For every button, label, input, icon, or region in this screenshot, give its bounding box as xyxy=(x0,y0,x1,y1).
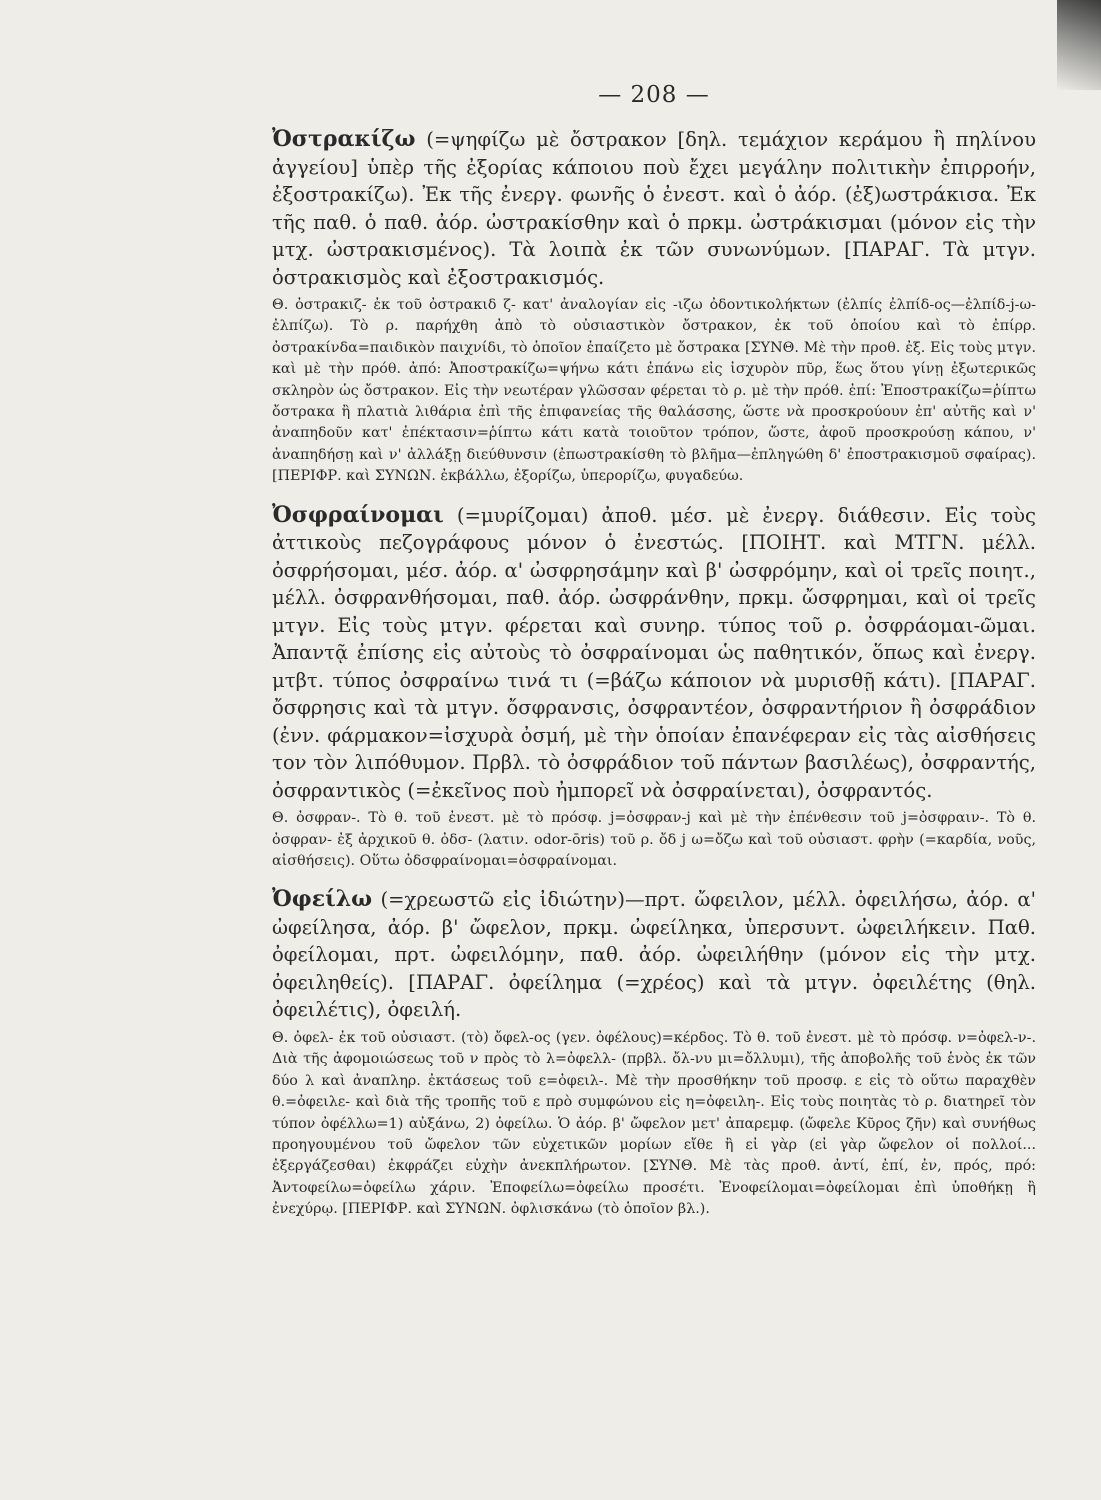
entry-main-text xyxy=(272,502,1036,805)
entry-lemma: Ὀσφραίνομαι xyxy=(272,501,444,528)
entry-etymology-note: Θ. ὀστρακιζ- ἐκ τοῦ ὀστρακιδ ζ- κατ' ἀναλογίαν εἰς -ιζω ὀδοντικολήκτων (ἐλπίς ἐλπίδ-ος—ἐλπίδ-j-ω-ἐλπίζω). Τὸ ρ. παρήχθη ἀπὸ τὸ οὐσιαστικὸν ὄστρακον, ἐκ τοῦ ὁποίου καὶ τὸ ἐπίρρ. ὀστρακίνδα=παιδικὸν παιχνίδι, τὸ ὁποῖον ἐπαίζετο μὲ ὄστρακα [ΣΥΝΘ. Μὲ τὴν προθ. ἐξ. Εἰς τοὺς μτγν. καὶ μὲ τὴν πρόθ. ἀπό: Ἀποστρακίζω=ψήνω κάτι ἐπάνω εἰς ἰσχυρὸν πῦρ, ἕως ὅτου γίνῃ ἐξωτερικῶς σκληρὸν ὡς ὄστρακον. Εἰς τὴν νεωτέραν γλῶσσαν φέρεται τὸ ρ. μὲ τὴν πρόθ. ἐπί: Ἐποστρακίζω=ῥίπτω ὄστρακα ἢ πλατιὰ λιθάρια ἐπὶ τῆς ἐπιφανείας τῆς θαλάσσης, ὥστε νὰ προσκρούουν ἐπ' αὐτῆς καὶ ν' ἀναπηδοῦν κατ' ἐπέκτασιν=ῥίπτω κάτι κατὰ τοιοῦτον τρόπον, ὥστε, ἀφοῦ προσκρούσῃ κάπου, ν' ἀναπηδήσῃ καὶ ν' ἀλλάξῃ διεύθυνσιν (ἐπωστρακίσθη τὸ βλῆμα—ἐπληγώθη δ' ἐποστρακισμοῦ σφαίρας). [ΠΕΡΙΦΡ. καὶ ΣΥΝΩΝ. ἐκβάλλω, ἐξορίζω, ὑπερορίζω, φυγαδεύω. xyxy=(272,297,1036,485)
dictionary-entry-ostrakizo xyxy=(272,126,1036,488)
scan-edge-shadow xyxy=(1057,0,1101,90)
dictionary-entry-osfrainomai xyxy=(272,502,1036,873)
entry-body: (=χρεωστῶ εἰς ἰδιώτην)—πρτ. ὤφειλον, μέλλ. ὀφειλήσω, ἀόρ. α' ὠφείλησα, ἀόρ. β' ὤφελον, πρκμ. ὠφείληκα, ὑπερσυντ. ὠφειλήκειν. Παθ. ὀφείλομαι, πρτ. ὠφειλόμην, παθ. ἀόρ. ὠφειλήθην (μόνον εἰς τὴν μτχ. ὀφειληθείς). [ΠΑΡΑΓ. ὀφείλημα (=χρέος) καὶ τὰ μτγν. ὀφειλέτης (θηλ. ὀφειλέτις), ὀφειλή. xyxy=(272,888,1036,1022)
entry-etymology-note: Θ. ὀφελ- ἐκ τοῦ οὐσιαστ. (τὸ) ὄφελ-ος (γεν. ὀφέλους)=κέρδος. Τὸ θ. τοῦ ἐνεστ. μὲ τὸ πρόσφ. ν=ὀφελ-ν-. Διὰ τῆς ἀφομοιώσεως τοῦ ν πρὸς τὸ λ=ὀφελλ- (πρβλ. ὄλ-νυ μι=ὄλλυμι), τῆς ἀποβολῆς τοῦ ἑνὸς ἐκ τῶν δύο λ καὶ ἀναπληρ. ἐκτάσεως τοῦ ε=ὀφειλ-. Μὲ τὴν προσθήκην τοῦ προσφ. ε εἰς τὸ οὕτω παραχθὲν θ.=ὀφειλε- καὶ διὰ τῆς τροπῆς τοῦ ε πρὸ συμφώνου εἰς η=ὀφειλη-. Εἰς τοὺς ποιητὰς τὸ ρ. διατηρεῖ τὸν τύπον ὀφέλλω=1) αὐξάνω, 2) ὀφείλω. Ὁ ἀόρ. β' ὤφελον μετ' ἀπαρεμφ. (ὤφελε Κῦρος ζῆν) καὶ συνήθως προηγουμένου τοῦ ὤφελον τῶν εὐχετικῶν μορίων εἴθε ἢ εἰ γὰρ (εἰ γὰρ ὤφελον οἱ πολλοί... ἐξεργάζεσθαι) ἐκφράζει εὐχὴν ἀνεκπλήρωτον. [ΣΥΝΘ. Μὲ τὰς προθ. ἀντί, ἐπί, ἐν, πρός, πρό: Ἀντοφείλω=ὀφείλω χάριν. Ἐποφείλω=ὀφείλω προσέτι. Ἐνοφείλομαι=ὀφείλομαι ἐπὶ ὑποθήκῃ ἢ ἐνεχύρῳ. [ΠΕΡΙΦΡ. καὶ ΣΥΝΩΝ. ὀφλισκάνω (τὸ ὁποῖον βλ.). xyxy=(272,1029,1036,1218)
page-content xyxy=(272,82,1036,1235)
entry-main-text xyxy=(272,126,1036,291)
entry-main-text xyxy=(272,886,1036,1024)
entry-lemma: Ὀφείλω xyxy=(272,886,373,913)
page-number: — 208 — xyxy=(598,82,710,108)
entry-body: (=ψηφίζω μὲ ὄστρακον [δηλ. τεμάχιον κεράμου ἢ πηλίνου ἀγγείου] ὑπὲρ τῆς ἐξορίας κάποιου ποὺ ἔχει μεγάλην πολιτικὴν ἐπιρροήν, ἐξοστρακίζω). Ἐκ τῆς ἐνεργ. φωνῆς ὁ ἐνεστ. καὶ ὁ ἀόρ. (ἐξ)ωστράκισα. Ἐκ τῆς παθ. ὁ παθ. ἀόρ. ὠστρακίσθην καὶ ὁ πρκμ. ὠστράκισμαι (μόνον εἰς τὴν μτχ. ὠστρακισμένος). Τὰ λοιπὰ ἐκ τῶν συνωνύμων. [ΠΑΡΑΓ. Τὰ μτγν. ὀστρακισμὸς καὶ ἐξοστρακισμός. xyxy=(272,128,1036,289)
entry-lemma: Ὀστρακίζω xyxy=(272,126,416,152)
dictionary-entry-ofeilo xyxy=(272,886,1036,1220)
entry-etymology-note: Θ. ὀσφραν-. Τὸ θ. τοῦ ἐνεστ. μὲ τὸ πρόσφ. j=ὀσφραν-j καὶ μὲ τὴν ἐπένθεσιν τοῦ j=ὀσφραιν-. Τὸ θ. ὀσφραν- ἐξ ἀρχικοῦ θ. ὀδσ- (λατιν. odor-ōris) τοῦ ρ. ὄδ j ω=ὄζω καὶ τοῦ οὐσιαστ. φρὴν (=καρδία, νοῦς, αἰσθήσεις). Οὕτω ὀδσφραίνομαι=ὀσφραίνομαι. xyxy=(272,810,1036,869)
entry-body: (=μυρίζομαι) ἀποθ. μέσ. μὲ ἐνεργ. διάθεσιν. Εἰς τοὺς ἀττικοὺς πεζογράφους μόνον ὁ ἐνεστώς. [ΠΟΙΗΤ. καὶ ΜΤΓΝ. μέλλ. ὀσφρήσομαι, μέσ. ἀόρ. α' ὠσφρησάμην καὶ β' ὠσφρόμην, καὶ οἱ τρεῖς ποιητ., μέλλ. ὀσφρανθήσομαι, παθ. ἀόρ. ὠσφράνθην, πρκμ. ὤσφρημαι, καὶ οἱ τρεῖς μτγν. Εἰς τοὺς μτγν. φέρεται καὶ συνηρ. τύπος τοῦ ρ. ὀσφράομαι-ῶμαι. Ἀπαντᾷ ἐπίσης εἰς αὐτοὺς τὸ ὀσφραίνομαι ὡς παθητικόν, ὅπως καὶ ἐνεργ. μτβτ. τύπος ὀσφραίνω τινά τι (=βάζω κάποιον νὰ μυρισθῇ κάτι). [ΠΑΡΑΓ. ὄσφρησις καὶ τὰ μτγν. ὄσφρανσις, ὀσφραντέον, ὀσφραντήριον ἢ ὀσφράδιον (ἐνν. φάρμακον=ἰσχυρὰ ὀσμή, μὲ τὴν ὁποίαν ἐπανέφεραν εἰς τὰς αἰσθήσεις τον τὸν λιπόθυμον. Πρβλ. τὸ ὀσφράδιον τοῦ πάντων βασιλέως), ὀσφραντής, ὀσφραντικὸς (=ἐκεῖνος ποὺ ἠμπορεῖ νὰ ὀσφραίνεται), ὀσφραντός. xyxy=(272,503,1036,802)
